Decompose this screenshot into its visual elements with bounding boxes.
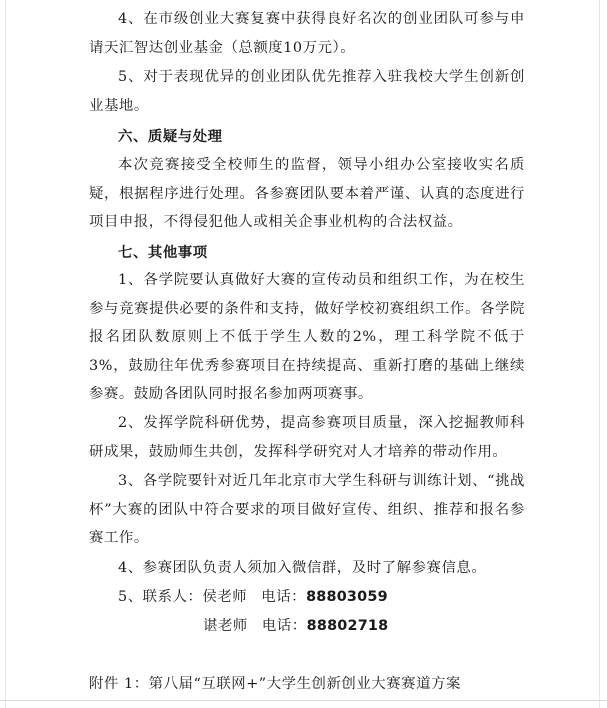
page-border-left (5, 0, 6, 708)
contact-prefix: 5、联系人： (118, 589, 203, 605)
section-heading-7: 七、其他事项 (118, 245, 208, 261)
section-heading-6: 六、质疑与处理 (118, 129, 223, 145)
contact-2-phone: 88802718 (306, 618, 389, 634)
page-border-right (599, 0, 600, 708)
attachment-line: 附件 1：第八届“互联网+”大学生创新创业大赛赛道方案 (89, 676, 461, 692)
paragraph-award-5: 5、对于表现优异的创业团队优先推荐入驻我校大学生创新创业基地。 (89, 69, 525, 114)
paragraph-award-4: 4、在市级创业大赛复赛中获得良好名次的创业团队可参与申请天汇智达创业基金（总额度10万元）。 (89, 11, 525, 56)
paragraph-section-7-item-2: 2、发挥学院科研优势，提高参赛项目质量，深入挖掘教师科研成果，鼓励师生共创，发挥科学研究对人才培养的带动作用。 (89, 415, 525, 460)
contact-line-1 (118, 583, 388, 611)
paragraph-section-7-item-3: 3、各学院要针对近几年北京市大学生科研与训练计划、“挑战杯”大赛的团队中符合要求的项目做好宣传、组织、推荐和报名参赛工作。 (89, 473, 525, 547)
contact-2-name: 谌老师 (203, 618, 248, 634)
paragraph-section-6-body: 本次竞赛接受全校师生的监督，领导小组办公室接收实名质疑，根据程序进行处理。各参赛团队要本着严谨、认真的态度进行项目申报，不得侵犯他人或相关企事业机构的合法权益。 (89, 157, 525, 231)
paragraph-section-7-item-1: 1、各学院要认真做好大赛的宣传动员和组织工作，为在校生参与竞赛提供必要的条件和支持，做好学校初赛组织工作。各学院报名团队数原则上不低于学生人数的2%，理工科学院不低于3%，鼓励往年优秀参赛项目在持续提高、重新打磨的基础上继续参赛。鼓励各团队同时报名参加两项赛事。 (89, 272, 525, 403)
contact-1-name: 侯老师 (202, 589, 248, 605)
contact-line-2 (203, 612, 388, 640)
contact-2-phone-label: 电话： (261, 618, 307, 634)
contact-1-phone-label: 电话： (261, 589, 307, 605)
paragraph-section-7-item-4: 4、参赛团队负责人须加入微信群，及时了解参赛信息。 (118, 560, 487, 576)
contact-1-phone: 88803059 (306, 589, 388, 605)
page-border-bottom (0, 700, 607, 701)
